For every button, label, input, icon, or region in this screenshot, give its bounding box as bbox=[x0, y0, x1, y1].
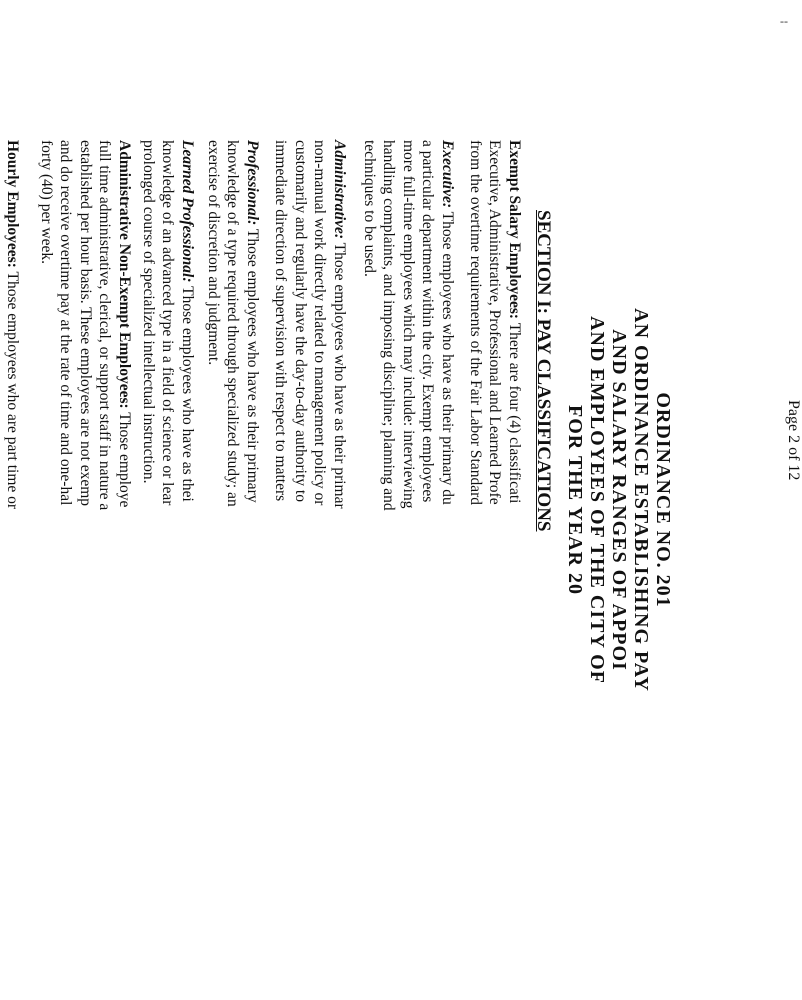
administrative-line-1: Those employees who have as their primar bbox=[331, 239, 348, 509]
executive-line-1: Those employees who have as their primary du bbox=[439, 208, 456, 505]
exempt-line-3: from the overtime requirements of the Fair Labor Standard bbox=[467, 140, 484, 505]
corner-mark: -- bbox=[780, 14, 788, 28]
executive-line-2: a particular department within the city. Exempt employees bbox=[419, 140, 437, 503]
admin-nonexempt-line-1: Those employe bbox=[116, 408, 133, 508]
page-footer: Page 2 of 12 bbox=[785, 400, 802, 481]
learned-lead: Learned Professional: bbox=[179, 140, 196, 283]
exempt-line-2: Executive, Administrative, Professional and Learned Profe bbox=[486, 140, 504, 505]
title-line-4: AND EMPLOYEES OF THE CITY OF bbox=[586, 316, 608, 684]
hourly-lead: Hourly Employees: bbox=[4, 140, 21, 268]
exempt-line-1: There are four (4) classificati bbox=[506, 319, 523, 504]
professional-line-2: knowledge of a type required through specialized study; an bbox=[224, 140, 242, 507]
administrative-line-4: immediate direction of supervision with respect to matters bbox=[272, 140, 290, 502]
admin-nonexempt-line-5: forty (40) per week. bbox=[38, 140, 55, 264]
paragraph-professional bbox=[204, 140, 263, 507]
title-line-2: AN ORDINANCE ESTABLISHING PAY bbox=[630, 308, 652, 692]
executive-line-3: more full-time employees which may include: interviewing bbox=[400, 140, 417, 509]
learned-line-2: knowledge of an advanced type in a field of science or lear bbox=[159, 140, 177, 506]
ordinance-number: ORDINANCE NO. 201 bbox=[652, 392, 674, 608]
administrative-line-3: customarily and regularly have the day-to-day authority to bbox=[292, 140, 309, 502]
professional-line-3: exercise of discretion and judgment. bbox=[205, 140, 222, 366]
executive-line-4: handling complaints, and imposing discipline; planning and bbox=[380, 140, 398, 511]
exempt-lead: Exempt Salary Employees: bbox=[506, 140, 523, 320]
executive-lead: Executive: bbox=[439, 140, 456, 209]
rotated-document bbox=[4, 0, 802, 1000]
admin-nonexempt-line-3: established per hour basis. These employees are not exemp bbox=[77, 140, 94, 507]
hourly-line-1: Those employees who are part time or bbox=[4, 267, 21, 510]
admin-nonexempt-line-4: and do receive overtime pay at the rate of time and one-hal bbox=[57, 140, 75, 506]
title-line-3: AND SALARY RANGES OF APPOI bbox=[608, 329, 630, 671]
learned-line-3: prolonged course of specialized intellectual instruction. bbox=[140, 140, 157, 484]
admin-nonexempt-lead: Administrative Non-Exempt Employees: bbox=[116, 140, 133, 409]
paragraph-executive bbox=[360, 140, 458, 511]
professional-line-1: Those employees who have as their primary bbox=[244, 225, 261, 503]
section-heading: SECTION I: PAY CLASSIFICATIONS bbox=[533, 210, 554, 532]
admin-nonexempt-line-2: full time administrative, clerical, or support staff in nature a bbox=[96, 140, 114, 511]
paragraph-learned-professional bbox=[139, 140, 198, 505]
paragraph-exempt bbox=[466, 140, 525, 505]
title-line-5: FOR THE YEAR 20 bbox=[564, 404, 586, 596]
learned-line-1: Those employees who have as thei bbox=[179, 282, 196, 502]
paragraph-hourly bbox=[0, 140, 22, 511]
administrative-lead: Administrative: bbox=[331, 140, 348, 240]
administrative-line-2: non-manual work directly related to management policy or bbox=[311, 140, 329, 506]
paragraph-administrative bbox=[271, 140, 349, 509]
professional-lead: Professional: bbox=[244, 140, 261, 226]
executive-line-5: techniques to be used. bbox=[361, 140, 378, 277]
paragraph-admin-nonexempt bbox=[37, 140, 135, 510]
